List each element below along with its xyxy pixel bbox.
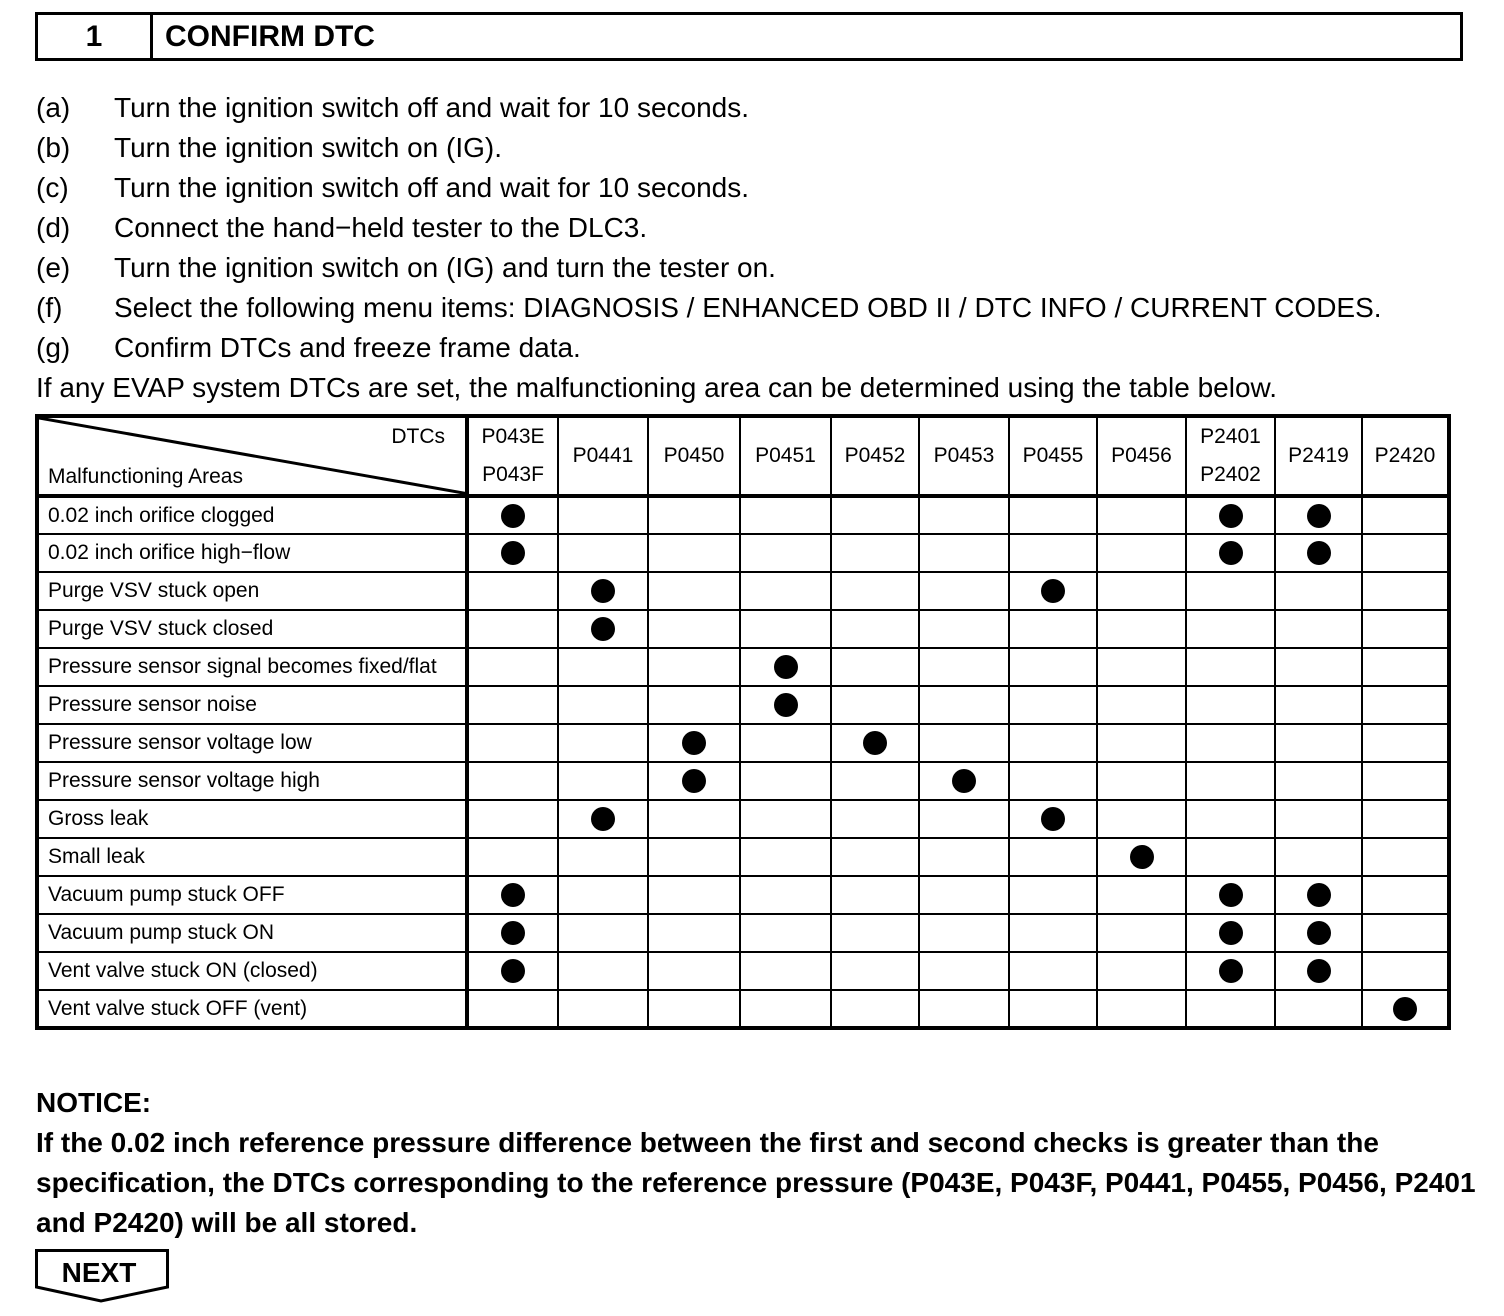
dtc-match-cell bbox=[1362, 724, 1449, 762]
dtc-match-cell bbox=[648, 838, 740, 876]
dtc-match-cell bbox=[1009, 914, 1097, 952]
areas-row-label: Malfunctioning Areas bbox=[48, 465, 243, 488]
dtc-match-cell bbox=[1275, 952, 1362, 990]
dtc-match-cell bbox=[1362, 838, 1449, 876]
dtc-match-cell bbox=[1097, 648, 1186, 686]
dtc-match-cell bbox=[1186, 838, 1275, 876]
dtc-match-cell bbox=[1186, 572, 1275, 610]
dtc-match-cell bbox=[831, 648, 919, 686]
dtc-match-cell bbox=[831, 686, 919, 724]
dtc-match-cell bbox=[648, 648, 740, 686]
dtc-match-cell bbox=[919, 534, 1009, 572]
step-text: Turn the ignition switch on (IG). bbox=[114, 132, 503, 163]
dtc-match-cell bbox=[648, 496, 740, 534]
dtc-match-cell bbox=[558, 952, 648, 990]
table-row bbox=[37, 610, 1449, 648]
dtc-match-cell bbox=[1275, 610, 1362, 648]
step-text: Turn the ignition switch off and wait for 10 seconds. bbox=[114, 92, 750, 123]
dtc-match-cell bbox=[919, 990, 1009, 1028]
dtc-match-cell bbox=[919, 610, 1009, 648]
dtc-match-cell bbox=[1009, 800, 1097, 838]
dtc-match-cell bbox=[1362, 952, 1449, 990]
match-dot-icon bbox=[1219, 959, 1243, 983]
dtc-column-header bbox=[467, 416, 558, 496]
dtc-match-cell bbox=[648, 724, 740, 762]
dtc-match-cell bbox=[1009, 952, 1097, 990]
dtc-match-cell bbox=[467, 914, 558, 952]
dtc-match-cell bbox=[558, 876, 648, 914]
step-label: (b) bbox=[36, 132, 71, 163]
dtc-match-cell bbox=[467, 610, 558, 648]
dtc-match-cell bbox=[1186, 876, 1275, 914]
dtc-code: P043F bbox=[482, 463, 544, 486]
dtc-match-cell bbox=[467, 724, 558, 762]
dtc-match-cell bbox=[467, 496, 558, 534]
dtc-match-cell bbox=[1009, 610, 1097, 648]
step-item bbox=[36, 328, 1486, 368]
dtc-match-cell bbox=[1097, 914, 1186, 952]
dtc-match-cell bbox=[1362, 496, 1449, 534]
dtc-match-cell bbox=[1362, 800, 1449, 838]
step-text: Turn the ignition switch on (IG) and turn the tester on. bbox=[114, 252, 776, 283]
dtc-match-cell bbox=[1097, 838, 1186, 876]
dtc-column-header bbox=[1009, 416, 1097, 496]
dtc-code: P2420 bbox=[1374, 444, 1436, 467]
next-button[interactable] bbox=[35, 1249, 171, 1305]
match-dot-icon bbox=[682, 731, 706, 755]
step-label: (d) bbox=[36, 212, 71, 243]
dtc-code: P0455 bbox=[1022, 444, 1084, 467]
dtc-match-cell bbox=[740, 838, 831, 876]
match-dot-icon bbox=[1219, 921, 1243, 945]
dtc-match-cell bbox=[558, 800, 648, 838]
dtc-match-cell bbox=[740, 686, 831, 724]
match-dot-icon bbox=[774, 693, 798, 717]
step-label: (c) bbox=[36, 172, 69, 203]
table-row bbox=[37, 724, 1449, 762]
dtc-match-cell bbox=[1362, 686, 1449, 724]
table-row bbox=[37, 762, 1449, 800]
dtc-code: P0456 bbox=[1111, 444, 1172, 467]
dtc-match-cell bbox=[1362, 914, 1449, 952]
notice-text: If the 0.02 inch reference pressure difference between the first and second checks is greater than the specification, the DTCs corresponding to the reference pressure (P043E, P043F, P0441, P0455, P0456, P2401 and P2420) will be all stored. bbox=[36, 1127, 1476, 1238]
dtc-match-cell bbox=[1275, 800, 1362, 838]
dtc-match-cell bbox=[467, 876, 558, 914]
table-row bbox=[37, 838, 1449, 876]
step-number: 1 bbox=[38, 15, 153, 58]
dtc-match-cell bbox=[467, 800, 558, 838]
dtc-match-cell bbox=[1097, 724, 1186, 762]
dtc-match-cell bbox=[831, 990, 919, 1028]
table-row bbox=[37, 496, 1449, 534]
dtc-match-cell bbox=[558, 724, 648, 762]
dtc-match-cell bbox=[831, 610, 919, 648]
dtc-match-cell bbox=[1362, 610, 1449, 648]
dtc-match-cell bbox=[648, 876, 740, 914]
dtc-code: P2401 bbox=[1200, 425, 1261, 448]
dtc-match-cell bbox=[1186, 800, 1275, 838]
dtc-match-cell bbox=[919, 800, 1009, 838]
dtc-match-cell bbox=[467, 990, 558, 1028]
dtc-column-header bbox=[648, 416, 740, 496]
dtc-match-cell bbox=[558, 990, 648, 1028]
dtc-match-cell bbox=[919, 686, 1009, 724]
match-dot-icon bbox=[952, 769, 976, 793]
match-dot-icon bbox=[1307, 883, 1331, 907]
dtc-match-cell bbox=[1275, 496, 1362, 534]
dtc-column-header bbox=[831, 416, 919, 496]
dtc-match-cell bbox=[1275, 990, 1362, 1028]
match-dot-icon bbox=[1307, 959, 1331, 983]
dtc-match-cell bbox=[740, 648, 831, 686]
dtc-match-cell bbox=[740, 952, 831, 990]
match-dot-icon bbox=[1307, 504, 1331, 528]
match-dot-icon bbox=[501, 921, 525, 945]
dtc-match-cell bbox=[1186, 952, 1275, 990]
malfunction-area-cell: Purge VSV stuck closed bbox=[37, 610, 467, 648]
dtc-match-cell bbox=[740, 800, 831, 838]
table-row bbox=[37, 686, 1449, 724]
dtc-match-cell bbox=[919, 496, 1009, 534]
dtc-match-cell bbox=[1186, 496, 1275, 534]
dtc-match-cell bbox=[831, 762, 919, 800]
step-header bbox=[35, 12, 1463, 61]
dtc-code: P0450 bbox=[663, 444, 725, 467]
malfunction-area-cell: Vent valve stuck ON (closed) bbox=[37, 952, 467, 990]
dtc-matrix-table bbox=[35, 414, 1451, 1030]
dtc-match-cell bbox=[919, 724, 1009, 762]
dtc-match-cell bbox=[831, 838, 919, 876]
dtc-match-cell bbox=[648, 534, 740, 572]
dtc-match-cell bbox=[919, 914, 1009, 952]
dtc-match-cell bbox=[831, 914, 919, 952]
dtc-match-cell bbox=[1186, 534, 1275, 572]
dtc-match-cell bbox=[558, 610, 648, 648]
dtc-match-cell bbox=[1009, 876, 1097, 914]
malfunction-area-cell: Purge VSV stuck open bbox=[37, 572, 467, 610]
dtc-match-cell bbox=[1186, 990, 1275, 1028]
malfunction-area-cell: 0.02 inch orifice clogged bbox=[37, 496, 467, 534]
dtc-match-cell bbox=[740, 496, 831, 534]
step-text: Turn the ignition switch off and wait for 10 seconds. bbox=[114, 172, 750, 203]
dtc-match-cell bbox=[1362, 876, 1449, 914]
dtc-column-header bbox=[558, 416, 648, 496]
match-dot-icon bbox=[591, 807, 615, 831]
dtc-match-cell bbox=[1009, 838, 1097, 876]
malfunction-area-cell: 0.02 inch orifice high−flow bbox=[37, 534, 467, 572]
dtc-match-cell bbox=[1275, 724, 1362, 762]
dtc-match-cell bbox=[648, 686, 740, 724]
dtc-match-cell bbox=[558, 648, 648, 686]
match-dot-icon bbox=[1219, 504, 1243, 528]
step-item bbox=[36, 208, 1486, 248]
notice-block bbox=[36, 1083, 1476, 1243]
dtc-match-cell bbox=[1009, 534, 1097, 572]
malfunction-area-cell: Small leak bbox=[37, 838, 467, 876]
dtcs-column-label: DTCs bbox=[391, 425, 445, 448]
notice-heading: NOTICE: bbox=[36, 1087, 152, 1118]
match-dot-icon bbox=[501, 883, 525, 907]
match-dot-icon bbox=[863, 731, 887, 755]
dtc-match-cell bbox=[1275, 572, 1362, 610]
dtc-match-cell bbox=[740, 724, 831, 762]
dtc-match-cell bbox=[648, 952, 740, 990]
step-item bbox=[36, 88, 1486, 128]
dtc-match-cell bbox=[1362, 572, 1449, 610]
dtc-code: P043E bbox=[481, 425, 545, 448]
table-intro: If any EVAP system DTCs are set, the malfunctioning area can be determined using the table below. bbox=[36, 372, 1277, 403]
step-title: CONFIRM DTC bbox=[165, 19, 375, 53]
dtc-match-cell bbox=[648, 762, 740, 800]
dtc-match-cell bbox=[831, 876, 919, 914]
next-button-label: NEXT bbox=[61, 1257, 137, 1288]
match-dot-icon bbox=[682, 769, 706, 793]
dtc-match-cell bbox=[467, 838, 558, 876]
dtc-match-cell bbox=[1186, 724, 1275, 762]
dtc-match-cell bbox=[558, 534, 648, 572]
match-dot-icon bbox=[501, 504, 525, 528]
dtc-match-cell bbox=[831, 800, 919, 838]
step-text: Select the following menu items: DIAGNOSIS / ENHANCED OBD II / DTC INFO / CURRENT CODES. bbox=[114, 292, 1382, 323]
dtc-column-header bbox=[1186, 416, 1275, 496]
table-row bbox=[37, 952, 1449, 990]
dtc-match-cell bbox=[648, 914, 740, 952]
dtc-match-cell bbox=[1009, 648, 1097, 686]
match-dot-icon bbox=[591, 617, 615, 641]
dtc-code: P0452 bbox=[844, 444, 906, 467]
dtc-match-cell bbox=[1097, 572, 1186, 610]
dtc-match-cell bbox=[1275, 534, 1362, 572]
malfunction-area-cell: Vent valve stuck OFF (vent) bbox=[37, 990, 467, 1028]
match-dot-icon bbox=[1307, 541, 1331, 565]
dtc-match-cell bbox=[919, 648, 1009, 686]
dtc-column-header bbox=[1097, 416, 1186, 496]
step-label: (e) bbox=[36, 252, 71, 283]
dtc-column-header bbox=[1275, 416, 1362, 496]
dtc-code: P2402 bbox=[1200, 463, 1261, 486]
dtc-match-cell bbox=[740, 990, 831, 1028]
table-row bbox=[37, 876, 1449, 914]
table-corner-header bbox=[37, 416, 467, 496]
step-text: Confirm DTCs and freeze frame data. bbox=[114, 332, 581, 363]
dtc-match-cell bbox=[1275, 838, 1362, 876]
dtc-code: P0441 bbox=[572, 444, 634, 467]
dtc-match-cell bbox=[1097, 876, 1186, 914]
dtc-match-cell bbox=[558, 914, 648, 952]
dtc-match-cell bbox=[1097, 496, 1186, 534]
dtc-match-cell bbox=[1186, 914, 1275, 952]
dtc-match-cell bbox=[648, 572, 740, 610]
dtc-match-cell bbox=[1275, 876, 1362, 914]
step-text: Connect the hand−held tester to the DLC3. bbox=[114, 212, 648, 243]
dtc-match-cell bbox=[1362, 534, 1449, 572]
dtc-match-cell bbox=[740, 572, 831, 610]
dtc-match-cell bbox=[831, 534, 919, 572]
dtc-match-cell bbox=[648, 800, 740, 838]
dtc-match-cell bbox=[919, 762, 1009, 800]
dtc-match-cell bbox=[1097, 610, 1186, 648]
dtc-match-cell bbox=[558, 496, 648, 534]
dtc-match-cell bbox=[467, 952, 558, 990]
dtc-column-header bbox=[919, 416, 1009, 496]
dtc-code: P0451 bbox=[755, 444, 816, 467]
table-row bbox=[37, 572, 1449, 610]
table-row bbox=[37, 914, 1449, 952]
dtc-match-cell bbox=[1097, 762, 1186, 800]
dtc-match-cell bbox=[467, 648, 558, 686]
match-dot-icon bbox=[1219, 541, 1243, 565]
match-dot-icon bbox=[501, 541, 525, 565]
dtc-match-cell bbox=[1097, 952, 1186, 990]
step-label: (g) bbox=[36, 332, 71, 363]
step-label: (a) bbox=[36, 92, 71, 123]
dtc-match-cell bbox=[648, 990, 740, 1028]
dtc-match-cell bbox=[1097, 990, 1186, 1028]
dtc-column-header bbox=[740, 416, 831, 496]
dtc-match-cell bbox=[919, 876, 1009, 914]
dtc-code: P2419 bbox=[1288, 444, 1349, 467]
dtc-match-cell bbox=[1275, 762, 1362, 800]
dtc-match-cell bbox=[831, 572, 919, 610]
dtc-match-cell bbox=[558, 686, 648, 724]
dtc-match-cell bbox=[1362, 990, 1449, 1028]
dtc-match-cell bbox=[1275, 686, 1362, 724]
dtc-match-cell bbox=[1097, 534, 1186, 572]
dtc-match-cell bbox=[1097, 686, 1186, 724]
table-row bbox=[37, 990, 1449, 1028]
step-label: (f) bbox=[36, 292, 63, 323]
step-item bbox=[36, 168, 1486, 208]
dtc-match-cell bbox=[831, 724, 919, 762]
match-dot-icon bbox=[591, 579, 615, 603]
dtc-match-cell bbox=[558, 572, 648, 610]
dtc-match-cell bbox=[1009, 724, 1097, 762]
malfunction-area-cell: Pressure sensor voltage high bbox=[37, 762, 467, 800]
dtc-match-cell bbox=[1186, 610, 1275, 648]
malfunction-area-cell: Vacuum pump stuck OFF bbox=[37, 876, 467, 914]
match-dot-icon bbox=[1307, 921, 1331, 945]
dtc-match-cell bbox=[467, 572, 558, 610]
malfunction-area-cell: Pressure sensor voltage low bbox=[37, 724, 467, 762]
dtc-column-header bbox=[1362, 416, 1449, 496]
dtc-match-cell bbox=[831, 952, 919, 990]
dtc-match-cell bbox=[1009, 496, 1097, 534]
dtc-match-cell bbox=[1009, 686, 1097, 724]
dtc-match-cell bbox=[919, 952, 1009, 990]
dtc-match-cell bbox=[740, 534, 831, 572]
malfunction-area-cell: Gross leak bbox=[37, 800, 467, 838]
match-dot-icon bbox=[1130, 845, 1154, 869]
dtc-match-cell bbox=[740, 876, 831, 914]
dtc-match-cell bbox=[1362, 762, 1449, 800]
match-dot-icon bbox=[1041, 807, 1065, 831]
match-dot-icon bbox=[1041, 579, 1065, 603]
table-row bbox=[37, 648, 1449, 686]
dtc-match-cell bbox=[558, 762, 648, 800]
dtc-match-cell bbox=[1009, 762, 1097, 800]
dtc-match-cell bbox=[919, 838, 1009, 876]
dtc-match-cell bbox=[1186, 686, 1275, 724]
dtc-match-cell bbox=[467, 686, 558, 724]
match-dot-icon bbox=[774, 655, 798, 679]
dtc-match-cell bbox=[1097, 800, 1186, 838]
dtc-match-cell bbox=[740, 610, 831, 648]
step-item bbox=[36, 128, 1486, 168]
malfunction-area-cell: Pressure sensor signal becomes fixed/flat bbox=[37, 648, 467, 686]
dtc-match-cell bbox=[831, 496, 919, 534]
match-dot-icon bbox=[1219, 883, 1243, 907]
match-dot-icon bbox=[501, 959, 525, 983]
dtc-match-cell bbox=[467, 762, 558, 800]
dtc-match-cell bbox=[1275, 648, 1362, 686]
malfunction-area-cell: Pressure sensor noise bbox=[37, 686, 467, 724]
dtc-match-cell bbox=[740, 762, 831, 800]
dtc-match-cell bbox=[1186, 762, 1275, 800]
dtc-match-cell bbox=[740, 914, 831, 952]
dtc-code: P0453 bbox=[933, 444, 995, 467]
dtc-match-cell bbox=[648, 610, 740, 648]
dtc-match-cell bbox=[1362, 648, 1449, 686]
dtc-match-cell bbox=[1009, 572, 1097, 610]
table-row bbox=[37, 800, 1449, 838]
procedure-steps bbox=[36, 88, 1486, 368]
match-dot-icon bbox=[1393, 997, 1417, 1021]
dtc-match-cell bbox=[1186, 648, 1275, 686]
malfunction-area-cell: Vacuum pump stuck ON bbox=[37, 914, 467, 952]
dtc-match-cell bbox=[467, 534, 558, 572]
dtc-match-cell bbox=[558, 838, 648, 876]
dtc-match-cell bbox=[1009, 990, 1097, 1028]
step-item bbox=[36, 288, 1486, 328]
table-row bbox=[37, 534, 1449, 572]
step-item bbox=[36, 248, 1486, 288]
dtc-match-cell bbox=[919, 572, 1009, 610]
dtc-match-cell bbox=[1275, 914, 1362, 952]
